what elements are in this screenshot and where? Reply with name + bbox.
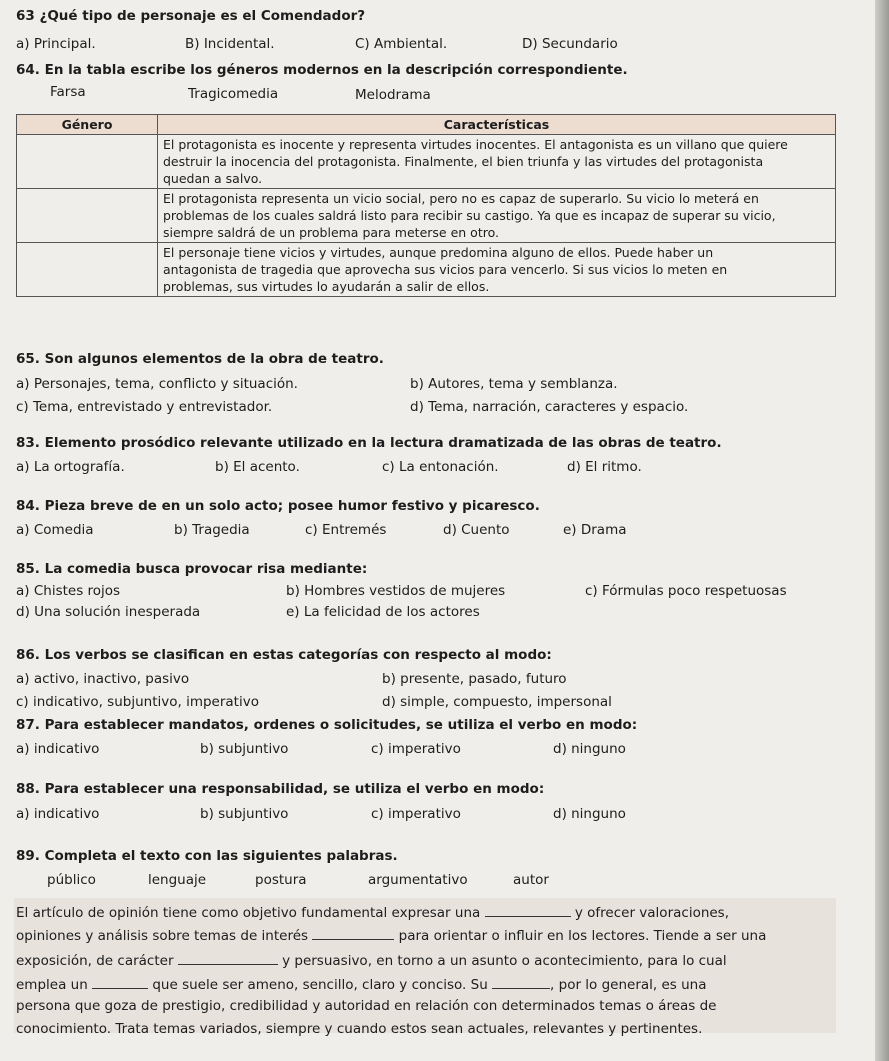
characteristics-cell (158, 135, 836, 189)
q86-option-d: d) simple, compuesto, impersonal (382, 694, 612, 710)
q89-word-postura: postura (255, 872, 307, 888)
q85-option-c: c) Fórmulas poco respetuosas (585, 583, 787, 599)
text-segment: opiniones y análisis sobre temas de interés (16, 928, 309, 944)
question-86: 86. Los verbos se clasifican en estas categorías con respecto al modo: (16, 647, 552, 663)
cell-line: antagonista de tragedia que aprovecha sus vicios para vencerlo. Si sus vicios lo meten en (163, 262, 728, 277)
question-85: 85. La comedia busca provocar risa mediante: (16, 561, 368, 577)
q64-word-farsa: Farsa (50, 84, 86, 100)
q89-word-lenguaje: lenguaje (148, 872, 207, 888)
text-segment: y persuasivo, en torno a un asunto o acontecimiento, para lo cual (282, 953, 727, 969)
blank-field-4[interactable] (92, 976, 148, 989)
text-segment: y ofrecer valoraciones, (574, 905, 730, 921)
text-segment: El artículo de opinión tiene como objetivo fundamental expresar una (16, 905, 481, 921)
text-segment: que suele ser ameno, sencillo, claro y conciso. Su (152, 977, 488, 993)
question-64: 64. En la tabla escribe los géneros modernos en la descripción correspondiente. (16, 62, 628, 78)
q85-option-e: e) La felicidad de los actores (286, 604, 480, 620)
q86-option-c: c) indicativo, subjuntivo, imperativo (16, 694, 259, 710)
cell-line: problemas de los cuales saldrá listo para recibir su castigo. Ya que es incapaz de superar su vicio, (163, 208, 776, 223)
cell-line: quedan a salvo. (163, 171, 263, 186)
q89-word-argumentativo: argumentativo (368, 872, 468, 888)
q89-word-publico: público (47, 872, 96, 888)
page-edge (875, 0, 889, 1061)
q65-option-d: d) Tema, narración, caracteres y espacio. (410, 399, 689, 415)
q88-option-c: c) imperativo (371, 806, 461, 822)
cell-line: problemas, sus virtudes lo ayudarán a salir de ellos. (163, 279, 490, 294)
text-segment: , por lo general, es una (550, 977, 707, 993)
q89-line-4 (16, 976, 707, 993)
blank-field-1[interactable] (485, 904, 571, 917)
characteristics-cell (158, 189, 836, 243)
text-segment: para orientar o influir en los lectores. Tiende a ser una (398, 928, 767, 944)
q87-option-a: a) indicativo (16, 741, 100, 757)
cell-line: siempre saldrá de un problema para meterse en otro. (163, 225, 499, 240)
characteristics-cell (158, 243, 836, 297)
q64-word-melodrama: Melodrama (355, 87, 431, 103)
q89-line-1 (16, 904, 729, 921)
q63-option-b: B) Incidental. (185, 36, 275, 52)
q88-option-d: d) ninguno (553, 806, 626, 822)
question-87: 87. Para establecer mandatos, ordenes o solicitudes, se utiliza el verbo en modo: (16, 717, 638, 733)
question-88: 88. Para establecer una responsabilidad, se utiliza el verbo en modo: (16, 781, 545, 797)
q87-option-b: b) subjuntivo (200, 741, 289, 757)
q86-option-b: b) presente, pasado, futuro (382, 671, 567, 687)
q87-option-d: d) ninguno (553, 741, 626, 757)
blank-field-2[interactable] (312, 927, 394, 940)
q84-option-b: b) Tragedia (174, 522, 250, 538)
question-83: 83. Elemento prosódico relevante utilizado en la lectura dramatizada de las obras de teatro. (16, 435, 722, 451)
genre-answer-cell[interactable] (17, 135, 158, 189)
header-genero: Género (17, 115, 158, 135)
blank-field-5[interactable] (492, 976, 550, 989)
q84-option-a: a) Comedia (16, 522, 94, 538)
q65-option-a: a) Personajes, tema, conflicto y situación. (16, 376, 298, 392)
table-row (17, 189, 836, 243)
q89-line-3 (16, 952, 727, 969)
genre-table (16, 114, 836, 297)
header-caracteristicas: Características (158, 115, 836, 135)
question-63: 63 ¿Qué tipo de personaje es el Comendador? (16, 8, 366, 24)
text-segment: emplea un (16, 977, 88, 993)
q85-option-b: b) Hombres vestidos de mujeres (286, 583, 506, 599)
q83-option-d: d) El ritmo. (567, 459, 642, 475)
table-row (17, 243, 836, 297)
q87-option-c: c) imperativo (371, 741, 461, 757)
q88-option-a: a) indicativo (16, 806, 100, 822)
question-89: 89. Completa el texto con las siguientes palabras. (16, 848, 398, 864)
q85-option-a: a) Chistes rojos (16, 583, 121, 599)
q85-option-d: d) Una solución inesperada (16, 604, 201, 620)
q89-line-2 (16, 927, 766, 944)
table-header-row (17, 115, 836, 135)
question-84: 84. Pieza breve de en un solo acto; posee humor festivo y picaresco. (16, 498, 540, 514)
q64-word-tragicomedia: Tragicomedia (188, 86, 279, 102)
q84-option-e: e) Drama (563, 522, 627, 538)
question-65: 65. Son algunos elementos de la obra de teatro. (16, 351, 384, 367)
q83-option-c: c) La entonación. (382, 459, 499, 475)
genre-answer-cell[interactable] (17, 243, 158, 297)
q63-option-c: C) Ambiental. (355, 36, 448, 52)
q89-line-6: conocimiento. Trata temas variados, siempre y cuando estos sean actuales, relevantes y pertinentes. (16, 1021, 703, 1037)
q63-option-d: D) Secundario (522, 36, 618, 52)
cell-line: El protagonista es inocente y representa virtudes inocentes. El antagonista es un villano que quiere (163, 137, 788, 152)
q84-option-c: c) Entremés (305, 522, 387, 538)
q84-option-d: d) Cuento (443, 522, 510, 538)
cell-line: El personaje tiene vicios y virtudes, aunque predomina alguno de ellos. Puede haber un (163, 245, 714, 260)
q83-option-b: b) El acento. (215, 459, 300, 475)
table-row (17, 135, 836, 189)
cell-line: destruir la inocencia del protagonista. Finalmente, el bien triunfa y las virtudes del protagonista (163, 154, 764, 169)
q86-option-a: a) activo, inactivo, pasivo (16, 671, 190, 687)
q89-line-5: persona que goza de prestigio, credibilidad y autoridad en relación con determinados temas o áreas de (16, 998, 717, 1014)
genre-answer-cell[interactable] (17, 189, 158, 243)
text-segment: exposición, de carácter (16, 953, 174, 969)
q89-word-autor: autor (513, 872, 549, 888)
q65-option-c: c) Tema, entrevistado y entrevistador. (16, 399, 273, 415)
q88-option-b: b) subjuntivo (200, 806, 289, 822)
cell-line: El protagonista representa un vicio social, pero no es capaz de superarlo. Su vicio lo meterá en (163, 191, 759, 206)
q63-option-a: a) Principal. (16, 36, 96, 52)
q65-option-b: b) Autores, tema y semblanza. (410, 376, 618, 392)
blank-field-3[interactable] (178, 952, 278, 965)
q83-option-a: a) La ortografía. (16, 459, 125, 475)
